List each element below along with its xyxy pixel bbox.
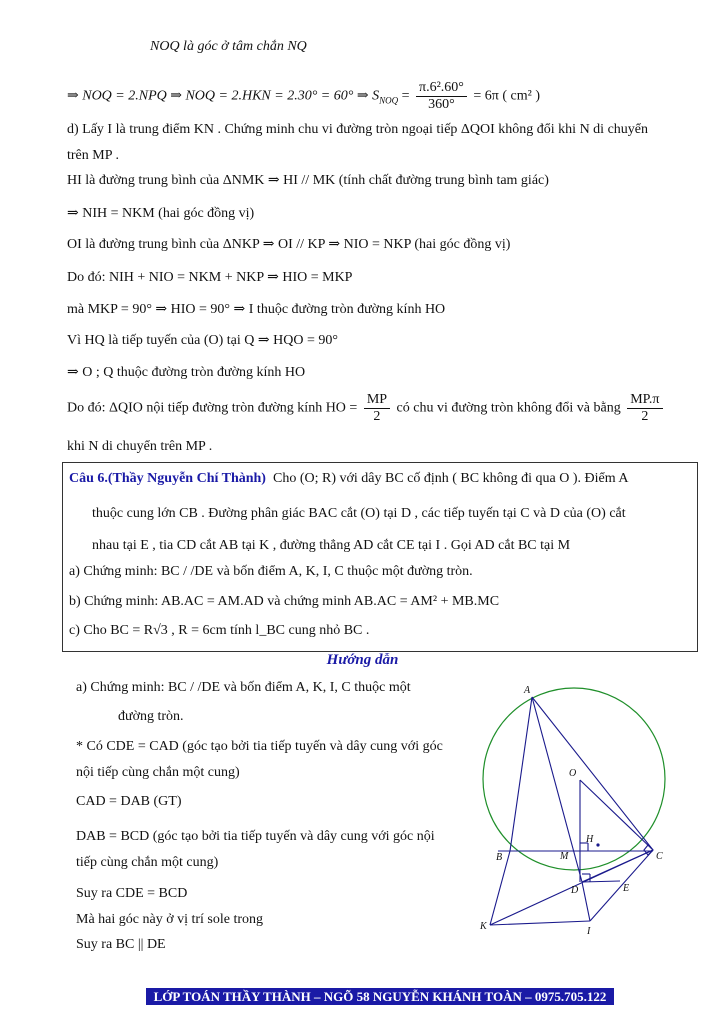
segment-ci xyxy=(590,850,653,921)
text-line: ⇒ O ; Q thuộc đường tròn đường kính HO xyxy=(67,365,306,380)
text-line: mà MKP = 90° ⇒ HIO = 90° ⇒ I thuộc đường tròn đường kính HO xyxy=(67,302,446,317)
guide-line: Suy ra BC || DE xyxy=(76,937,166,952)
text-line: OI là đường trung bình của ΔNKP ⇒ OI // KP ⇒ NIO = NKP (hai góc đồng vị) xyxy=(67,237,511,252)
label-h: H xyxy=(586,834,594,845)
guide-line: tiếp cùng chắn một cung) xyxy=(76,855,219,870)
segment-dc xyxy=(582,850,653,882)
fraction: $\frac{\text{π.6².60°}}{360^\circ}$ xyxy=(416,80,467,113)
segment-ad xyxy=(532,697,582,882)
guide-line: DAB = BCD (góc tạo bởi tia tiếp tuyến và dây cung với góc nội xyxy=(76,829,435,844)
segment-di xyxy=(582,882,590,921)
text-line: khi N di chuyển trên MP . xyxy=(67,439,213,454)
label-d: D xyxy=(571,885,579,896)
geometry-figure xyxy=(470,675,710,945)
label-k: K xyxy=(480,921,487,932)
question-line: b) Chứng minh: AB.AC = AM.AD và chứng minh AB.AC = AM² + MB.MC xyxy=(69,594,500,609)
segment-de xyxy=(582,881,620,882)
text-line: NOQ là góc ở tâm chắn NQ xyxy=(150,39,307,54)
question-line: a) Chứng minh: BC / /DE và bốn điểm A, K, I, C thuộc một đường tròn. xyxy=(69,564,473,579)
label-a: A xyxy=(524,685,531,696)
segment-ab xyxy=(510,697,532,851)
label-i: I xyxy=(587,926,591,937)
guide-line: a) Chứng minh: BC / /DE và bốn điểm A, K, I, C thuộc một xyxy=(76,680,411,695)
text-line: Do đó: NIH + NIO = NKM + NKP ⇒ HIO = MKP xyxy=(67,270,353,285)
question-title: Câu 6.(Thầy Nguyễn Chí Thành) xyxy=(69,471,266,486)
circle-o xyxy=(483,688,665,870)
guide-line: Mà hai góc này ở vị trí sole trong xyxy=(76,912,264,927)
formula-line: Do đó: ΔQIO nội tiếp đường tròn đường kính HO = $\frac{MP}{2}$ có chu vi đường tròn không đổi và bằng $\frac{MP.\pi}{2}$ xyxy=(67,392,666,425)
text-line: trên MP . xyxy=(67,148,119,163)
text-line: HI là đường trung bình của ΔNMK ⇒ HI // MK (tính chất đường trung bình tam giác) xyxy=(67,173,549,188)
label-m: M xyxy=(560,851,569,862)
segment-ki xyxy=(490,921,590,925)
text-line: d) Lấy I là trung điểm KN . Chứng minh chu vi đường tròn ngoại tiếp ΔQOI không đổi khi N di chuyển xyxy=(67,122,648,137)
question-line: nhau tại E , tia CD cắt AB tại K , đường thẳng AD cắt CE tại I . Gọi AD cắt BC tại M xyxy=(92,538,571,553)
label-o: O xyxy=(569,768,577,779)
guide-line: Suy ra CDE = BCD xyxy=(76,886,188,901)
question-line: thuộc cung lớn CB . Đường phân giác BAC cắt (O) tại D , các tiếp tuyến tại C và D của (O) cắt xyxy=(92,506,626,521)
text-line: ⇒ NIH = NKM (hai góc đồng vị) xyxy=(67,206,255,221)
formula-line: ⇒ NOQ = 2.NPQ ⇒ NOQ = 2.HKN = 2.30° = 60° ⇒ $S_{NOQ}$ = $\frac{\text{π.6².60°}}{360^\circ}$ = 6π ( cm² ) xyxy=(67,80,540,112)
label-e: E xyxy=(623,883,630,894)
question-line: Câu 6.(Thầy Nguyễn Chí Thành) Cho (O; R) với dây BC cố định ( BC không đi qua O ). Điểm A xyxy=(69,471,629,486)
segment-ac xyxy=(532,697,653,850)
label-b: B xyxy=(496,852,503,863)
guide-line: đường tròn. xyxy=(118,709,184,724)
guide-line: nội tiếp cùng chắn một cung) xyxy=(76,765,240,780)
label-c: C xyxy=(656,851,663,862)
question-line: c) Cho BC = R√3 , R = 6cm tính l_BC cung nhỏ BC . xyxy=(69,623,370,638)
fraction: $\frac{MP}{2}$ xyxy=(364,392,390,425)
guide-heading: Hướng dẫn xyxy=(326,652,399,668)
guide-line: * Có CDE = CAD (góc tạo bởi tia tiếp tuyến và dây cung với góc xyxy=(76,739,443,754)
fraction: $\frac{MP.\pi}{2}$ xyxy=(627,392,662,425)
guide-line: CAD = DAB (GT) xyxy=(76,794,182,809)
footer-banner: LỚP TOÁN THẦY THÀNH – NGÕ 58 NGUYỄN KHÁNH TOÀN – 0975.705.122 xyxy=(146,988,614,1005)
text-line: Vì HQ là tiếp tuyến của (O) tại Q ⇒ HQO = 90° xyxy=(67,333,338,348)
